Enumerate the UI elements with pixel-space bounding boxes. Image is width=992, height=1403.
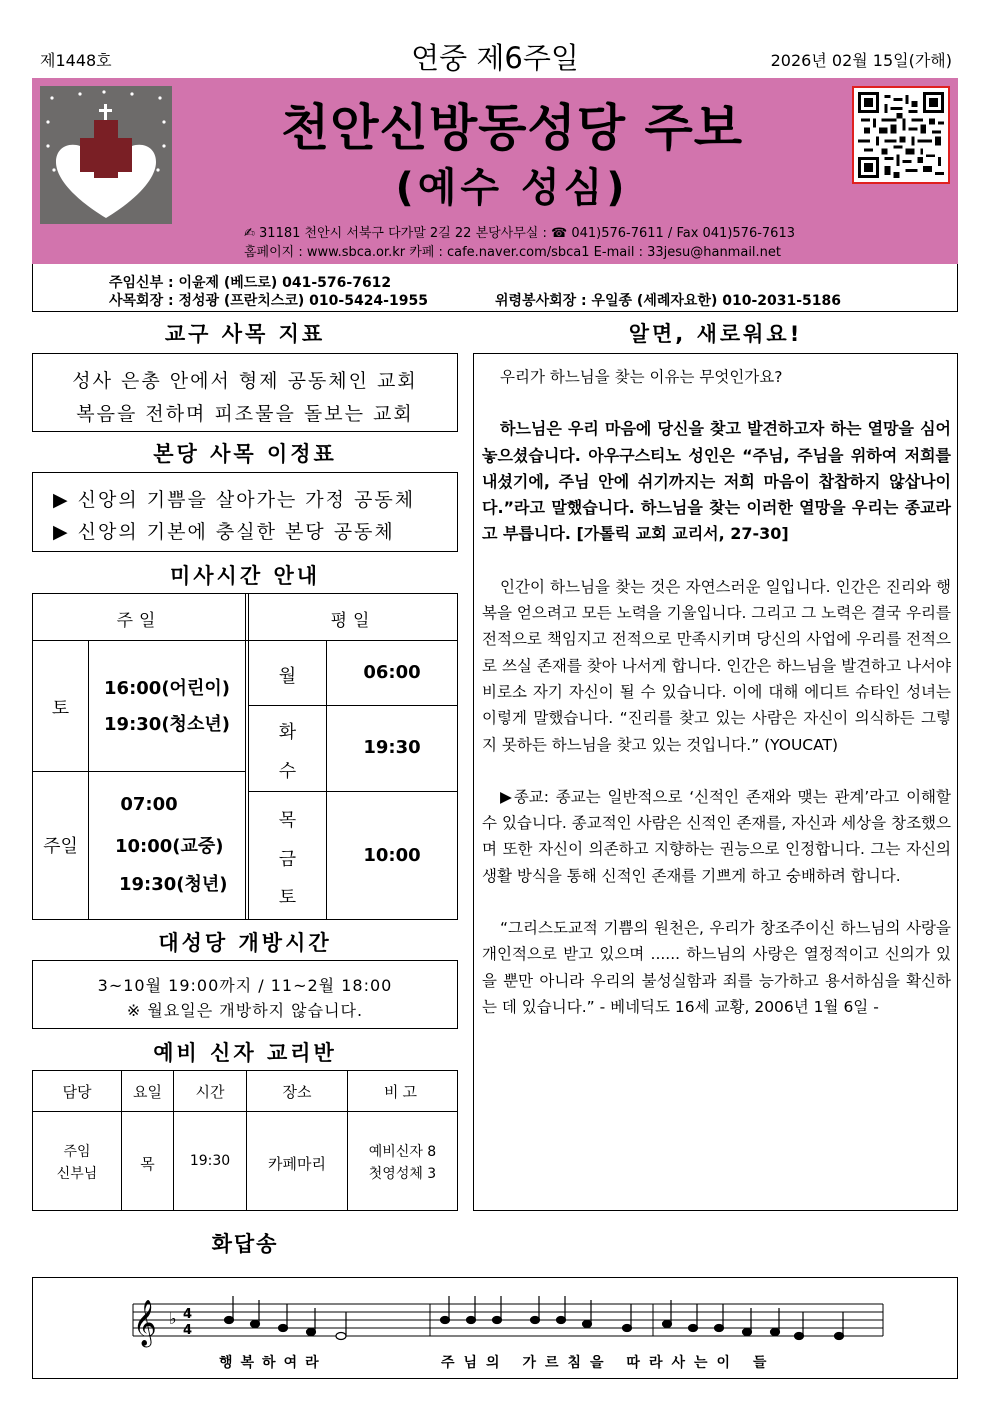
- mass-times-table: [32, 593, 458, 920]
- top-bar: [32, 30, 958, 76]
- lyric-part-2: 주님의 가르침을 따라사는이 들: [441, 1355, 776, 1371]
- article-paragraph-3: “그리스도교적 기쁨의 원천은, 우리가 창조주이신 하느님의 사랑을 개인적으로 받고 있으며 ...... 하느님의 사랑은 열정적이고 신의가 있을 뿐만 아니라 우리의 불성실함과 죄를 능가하고 용서하심을 확신하는 데 있습니다.” - 베네딕도 16세 교황, 2006년 1월 6일 -: [482, 919, 951, 1016]
- parish-direction-title: 본당 사목 이정표: [153, 442, 337, 466]
- thursday-label: 목: [278, 810, 297, 831]
- weekday-header: 평일: [330, 611, 376, 631]
- wednesday-label: 수: [278, 761, 297, 782]
- sunday-label: 주일: [43, 836, 78, 857]
- leader-line-1: 주임: [63, 1144, 91, 1160]
- staff-box: [32, 264, 958, 312]
- goal-line-2: 복음을 전하며 피조물을 돌보는 교회: [76, 403, 414, 425]
- bulletin-title: 천안신방동성당 주보: [280, 99, 744, 157]
- goal-line-1: 성사 은총 안에서 형제 공동체인 교회: [72, 370, 418, 392]
- article-paragraph-2: ▶종교: 종교는 일반적으로 ‘신적인 존재와 맺는 관계’라고 이해할 수 있습니다. 종교적인 사람은 신적인 존재를, 자신과 세상을 창조했으며 또한 자신이 의존하고 지향하는 권능으로 인정합니다. 그는 자신의 생활 방식을 통해 신적인 존재를 기쁘게 하고 숭배하려 합니다.: [482, 787, 951, 885]
- header-place: 장소: [282, 1083, 312, 1101]
- thu-sat-time: 10:00: [363, 845, 421, 866]
- church-open-box: [32, 960, 458, 1029]
- saturday-time-2: 19:30(청소년): [104, 714, 230, 735]
- class-day: 목: [140, 1155, 155, 1173]
- sat-weekday-label: 토: [278, 887, 297, 908]
- parish-direction-box: [32, 472, 458, 552]
- direction-line-1: ▶ 신앙의 기쁨을 살아가는 가정 공동체: [53, 489, 416, 511]
- service-chair-info: 위령봉사회장 : 우일종 (세례자요한) 010-2031-5186: [495, 293, 842, 309]
- saturday-label: 토: [51, 698, 70, 719]
- issue-number: 제1448호: [40, 51, 112, 70]
- diocese-goal-box: [32, 353, 458, 432]
- monday-label: 월: [278, 666, 297, 687]
- lyric-part-1: 행복하여라: [219, 1355, 327, 1371]
- liturgical-week: 연중 제6주일: [411, 41, 579, 75]
- header-leader: 담당: [62, 1083, 92, 1101]
- sunday-time-3: 19:30(청년): [119, 874, 228, 895]
- responsorial-psalm-title: 화답송: [211, 1232, 279, 1256]
- banner: [32, 78, 958, 264]
- svg-text:4: 4: [183, 1323, 193, 1338]
- web-line: 홈페이지 : www.sbca.or.kr 카페 : cafe.naver.com/sbca1 E-mail : 33jesu@hanmail.net: [244, 245, 782, 260]
- bulletin-subtitle: (예수 성심): [395, 165, 629, 211]
- direction-line-2: ▶ 신앙의 기본에 충실한 본당 공동체: [53, 521, 395, 543]
- svg-text:𝄞: 𝄞: [133, 1300, 157, 1346]
- header-day: 요일: [133, 1083, 162, 1101]
- article-paragraph-1: 인간이 하느님을 찾는 것은 자연스러운 일입니다. 인간은 진리와 행복을 얻으려고 모든 노력을 기울입니다. 그리고 그 노력은 결국 우리를 전적으로 책임지고 전적으로 만족시키며 당신의 사업에 우리를 전적으로 쓰실 존재를 찾아 나서게 합니다. 인간은 하느님을 발견하고 나서야 비로소 자기 자신이 될 수 있습니다. 이에 대해 에디트 슈타인 성녀는 이렇게 말했습니다. “진리를 찾고 있는 사람은 자신이 의식하든 그렇지 못하든 하느님을 찾고 있는 것입니다.” (YOUCAT): [482, 577, 951, 754]
- article-title: 알면, 새로워요!: [628, 322, 803, 346]
- article-box: [473, 353, 958, 1211]
- sunday-header: 주일: [116, 611, 162, 631]
- svg-text:4: 4: [183, 1307, 193, 1322]
- pastor-info: 주임신부 : 이윤제 (베드로) 041-576-7612: [109, 275, 392, 291]
- monday-time: 06:00: [363, 662, 421, 683]
- class-place: 카페마리: [268, 1155, 326, 1173]
- catechumen-title: 예비 신자 교리반: [153, 1041, 337, 1065]
- article-question: 우리가 하느님을 찾는 이유는 무엇인가요?: [500, 368, 783, 386]
- council-chair-info: 사목회장 : 정성광 (프란치스코) 010-5424-1955: [109, 293, 428, 309]
- issue-date: 2026년 02월 15일(가해): [770, 51, 952, 70]
- note-line-1: 예비신자 8: [368, 1144, 437, 1160]
- diocese-goal-title: 교구 사목 지표: [164, 322, 326, 346]
- class-time: 19:30: [189, 1153, 231, 1169]
- tue-wed-time: 19:30: [363, 737, 421, 758]
- open-hours-line: 3~10월 19:00까지 / 11~2월 18:00: [97, 976, 393, 995]
- svg-text:♭: ♭: [169, 1309, 177, 1328]
- header-note: 비고: [384, 1083, 421, 1101]
- address-line: ✍ 31181 천안시 서북구 다가말 2길 22 본당사무실 : ☎ 041)576-7611 / Fax 041)576-7613: [244, 226, 795, 241]
- church-open-title: 대성당 개방시간: [158, 931, 332, 955]
- music-score-box: [32, 1277, 958, 1379]
- saturday-time-1: 16:00(어린이): [104, 678, 230, 699]
- sunday-time-1: 07:00: [120, 794, 178, 815]
- mass-times-title: 미사시간 안내: [169, 564, 321, 588]
- sunday-time-2: 10:00(교중): [115, 836, 224, 857]
- note-line-2: 첫영성체 3: [368, 1166, 437, 1182]
- header-time: 시간: [195, 1083, 225, 1101]
- article-answer: 하느님은 우리 마음에 당신을 찾고 발견하고자 하는 열망을 심어 놓으셨습니다. 아우구스티노 성인은 “주님, 주님을 위하여 저희를 내셨기에, 주님 안에 쉬기까지는 저희 마음이 찹찹하지 않삽나이다.”라고 말했습니다. 하느님을 찾는 이러한 열망을 우리는 종교라고 부릅니다. [가톨릭 교회 교리서, 27-30]: [482, 419, 951, 544]
- friday-label: 금: [278, 849, 297, 870]
- leader-line-2: 신부님: [56, 1166, 98, 1182]
- church-heart-logo-icon: [40, 86, 172, 224]
- catechumen-table: [32, 1070, 458, 1211]
- music-staff-icon: [33, 1278, 957, 1348]
- tuesday-label: 화: [278, 722, 297, 743]
- qr-code-icon: [852, 86, 950, 184]
- open-note-line: ※ 월요일은 개방하지 않습니다.: [126, 1001, 364, 1020]
